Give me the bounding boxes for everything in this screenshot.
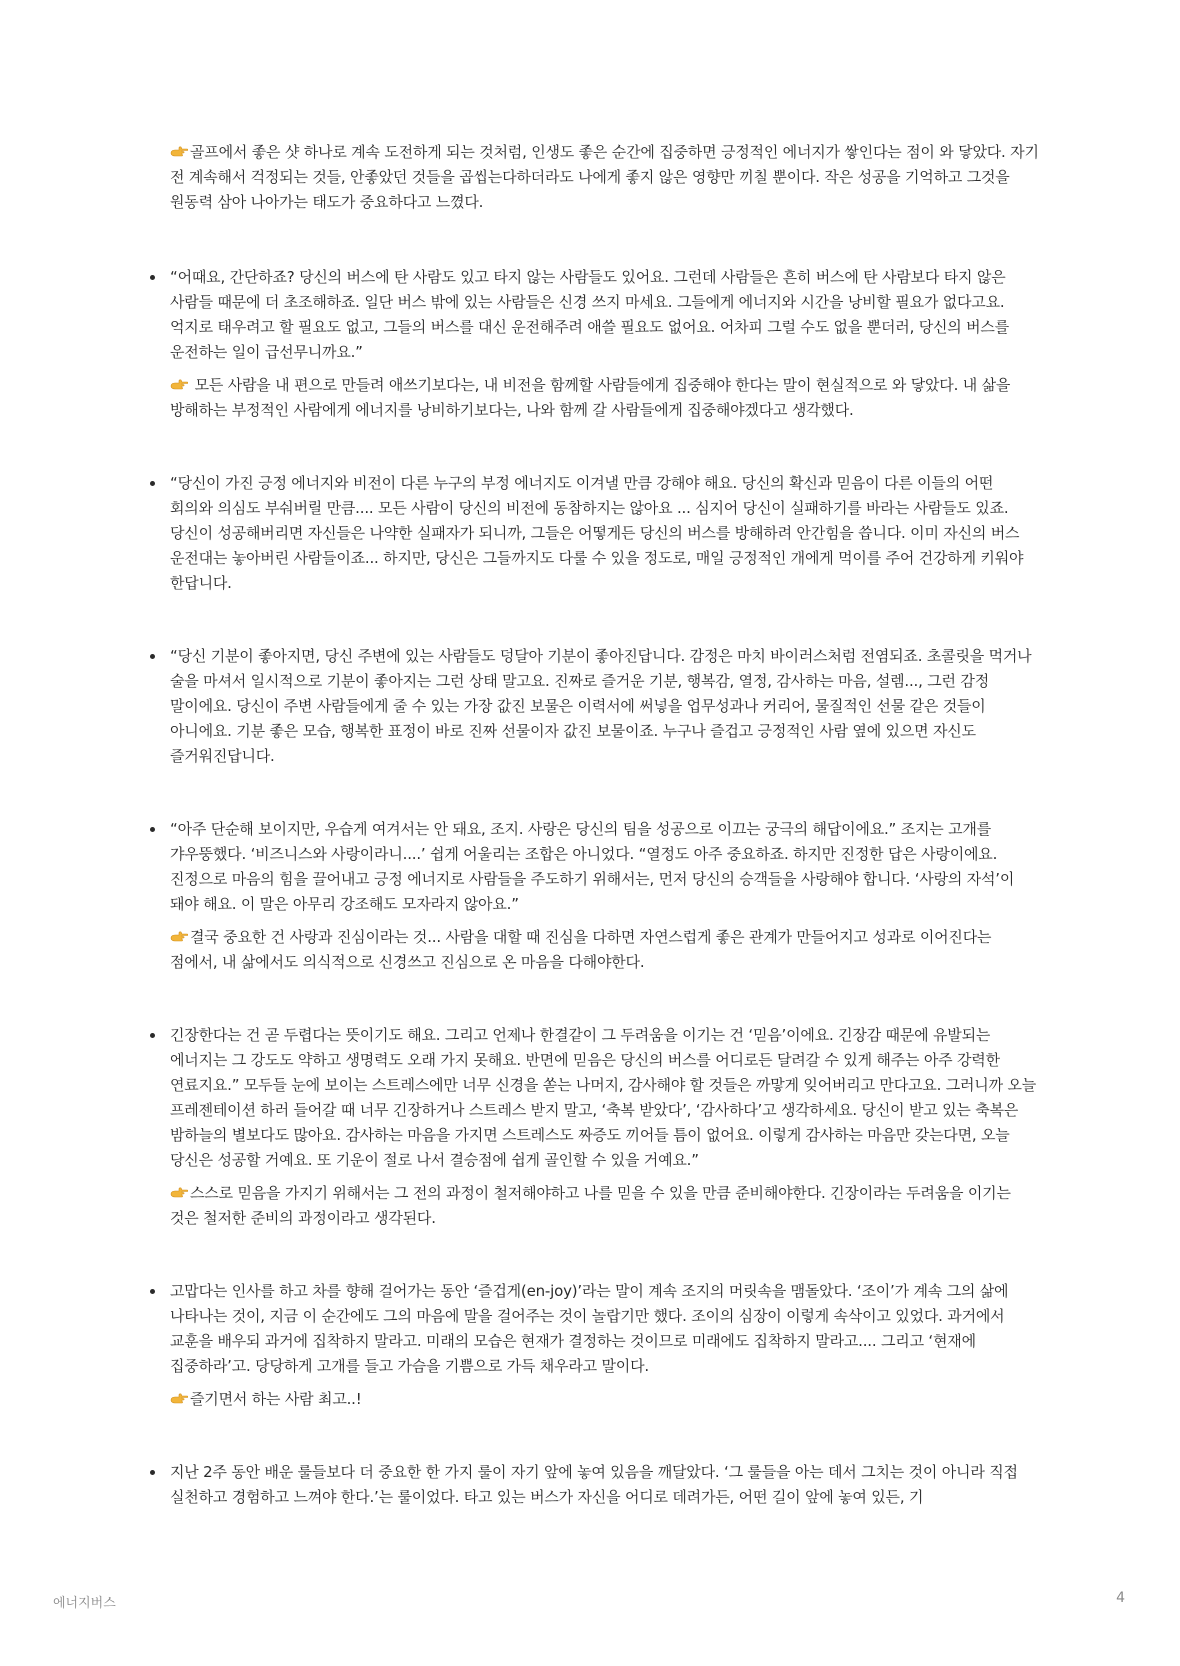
note-paragraph	[170, 925, 1040, 975]
list-item	[170, 644, 1040, 769]
document-body	[170, 140, 1040, 1558]
bullet-point	[150, 827, 155, 832]
note-paragraph	[170, 373, 1040, 423]
note-text: 즐기면서 하는 사람 최고..!	[190, 1390, 362, 1408]
quote-text: 지난 2주 동안 배운 룰들보다 더 중요한 한 가지 룰이 자기 앞에 놓여 있음을 깨달았다. ‘그 룰들을 아는 데서 그치는 것이 아니라 직접 실천하고 경험하고 느껴야 한다.’는 룰이었다. 타고 있는 버스가 자신을 어디로 데려가든, 어떤 길이 앞에 놓여 있든, 기	[170, 1463, 1018, 1506]
bullet-point	[150, 654, 155, 659]
bullet-point	[150, 1289, 155, 1294]
list-item	[170, 1023, 1040, 1231]
hand-pointing-right-icon	[170, 930, 188, 944]
list-item	[170, 1460, 1040, 1510]
bullet-point	[150, 275, 155, 280]
hand-pointing-right-icon	[170, 1186, 188, 1200]
hand-pointing-right-icon	[170, 145, 188, 159]
note-paragraph	[170, 1181, 1040, 1231]
note-text: 모든 사람을 내 편으로 만들려 애쓰기보다는, 내 비전을 함께할 사람들에게 집중해야 한다는 말이 현실적으로 와 닿았다. 내 삶을 방해하는 부정적인 사람에게 에너지를 낭비하기보다는, 나와 함께 갈 사람들에게 집중해야겠다고 생각했다.	[170, 376, 1011, 419]
list-item	[170, 265, 1040, 423]
quote-text: 긴장한다는 건 곧 두렵다는 뜻이기도 해요. 그리고 언제나 한결같이 그 두려움을 이기는 건 ‘믿음’이에요. 긴장감 때문에 유발되는 에너지는 그 강도도 약하고 생명력도 오래 가지 못해요. 반면에 믿음은 당신의 버스를 어디로든 달려갈 수 있게 해주는 아주 강력한 연료지요.” 모두들 눈에 보이는 스트레스에만 너무 신경을 쏟는 나머지, 감사해야 할 것들은 까맣게 잊어버리고 만다고요. 그러니까 오늘 프레젠테이션 하러 들어갈 때 너무 긴장하거나 스트레스 받지 말고, ‘축복 받았다’, ‘감사하다’고 생각하세요. 당신이 받고 있는 축복은 밤하늘의 별보다도 많아요. 감사하는 마음을 가지면 스트레스도 짜증도 끼어들 틈이 없어요. 이렇게 감사하는 마음만 갖는다면, 오늘 당신은 성공할 거예요. 또 기운이 절로 나서 결승점에 쉽게 골인할 수 있을 거예요.”	[170, 1026, 1037, 1169]
list-item	[170, 817, 1040, 975]
quote-text: “아주 단순해 보이지만, 우습게 여겨서는 안 돼요, 조지. 사랑은 당신의 팀을 성공으로 이끄는 궁극의 해답이에요.” 조지는 고개를 갸우뚱했다. ‘비즈니스와 사랑이라니....’ 쉽게 어울리는 조합은 아니었다. “열정도 아주 중요하죠. 하지만 진정한 답은 사랑이에요. 진정으로 마음의 힘을 끌어내고 긍정 에너지로 사람들을 주도하기 위해서는, 먼저 당신의 승객들을 사랑해야 합니다. ‘사랑의 자석’이 돼야 해요. 이 말은 아무리 강조해도 모자라지 않아요.”	[170, 820, 1015, 913]
footer-document-title: 에너지버스	[53, 1596, 116, 1611]
note-paragraph	[170, 140, 1040, 215]
quote-text: “당신 기분이 좋아지면, 당신 주변에 있는 사람들도 덩달아 기분이 좋아진답니다. 감정은 마치 바이러스처럼 전염되죠. 초콜릿을 먹거나 술을 마셔서 일시적으로 기분이 좋아지는 그런 상태 말고요. 진짜로 즐거운 기분, 행복감, 열정, 감사하는 마음, 설렘..., 그런 감정 말이에요. 당신이 주변 사람들에게 줄 수 있는 가장 값진 보물은 이력서에 써넣을 업무성과나 커리어, 물질적인 선물 같은 것들이 아니에요. 기분 좋은 모습, 행복한 표정이 바로 진짜 선물이자 값진 보물이죠. 누구나 즐겁고 긍정적인 사람 옆에 있으면 자신도 즐거워진답니다.	[170, 647, 1032, 765]
list-item	[170, 1279, 1040, 1412]
bullet-point	[150, 481, 155, 486]
hand-pointing-right-icon	[170, 1392, 188, 1406]
list-item	[170, 471, 1040, 596]
quote-text: “어때요, 간단하죠? 당신의 버스에 탄 사람도 있고 타지 않는 사람들도 있어요. 그런데 사람들은 흔히 버스에 탄 사람보다 타지 않은 사람들 때문에 더 초조해하죠. 일단 버스 밖에 있는 사람들은 신경 쓰지 마세요. 그들에게 에너지와 시간을 낭비할 필요가 없다고요. 억지로 태우려고 할 필요도 없고, 그들의 버스를 대신 운전해주려 애쓸 필요도 없어요. 어차피 그럴 수도 없을 뿐더러, 당신의 버스를 운전하는 일이 급선무니까요.”	[170, 268, 1010, 361]
note-text: 결국 중요한 건 사랑과 진심이라는 것... 사람을 대할 때 진심을 다하면 자연스럽게 좋은 관계가 만들어지고 성과로 이어진다는 점에서, 내 삶에서도 의식적으로 신경쓰고 진심으로 온 마음을 다해야한다.	[170, 928, 992, 971]
hand-pointing-right-icon	[170, 378, 188, 392]
quote-text: 고맙다는 인사를 하고 차를 향해 걸어가는 동안 ‘즐겁게(en-joy)’라는 말이 계속 조지의 머릿속을 맴돌았다. ‘조이’가 계속 그의 삶에 나타나는 것이, 지금 이 순간에도 그의 마음에 말을 걸어주는 것이 놀랍기만 했다. 조이의 심장이 이렇게 속삭이고 있었다. 과거에서 교훈을 배우되 과거에 집착하지 말라고. 미래의 모습은 현재가 결정하는 것이므로 미래에도 집착하지 말라고.... 그리고 ‘현재에 집중하라’고. 당당하게 고개를 들고 가슴을 기쁨으로 가득 채우라고 말이다.	[170, 1282, 1009, 1375]
note-text: 스스로 믿음을 가지기 위해서는 그 전의 과정이 철저해야하고 나를 믿을 수 있을 만큼 준비해야한다. 긴장이라는 두려움을 이기는 것은 철저한 준비의 과정이라고 생각된다.	[170, 1184, 1011, 1227]
footer-page-number: 4	[1116, 1590, 1125, 1606]
note-text: 골프에서 좋은 샷 하나로 계속 도전하게 되는 것처럼, 인생도 좋은 순간에 집중하면 긍정적인 에너지가 쌓인다는 점이 와 닿았다. 자기 전 계속해서 걱정되는 것들, 안좋았던 것들을 곱씹는다하더라도 나에게 좋지 않은 영향만 끼칠 뿐이다. 작은 성공을 기억하고 그것을 원동력 삼아 나아가는 태도가 중요하다고 느꼈다.	[170, 143, 1039, 211]
bullet-point	[150, 1470, 155, 1475]
note-paragraph	[170, 1387, 1040, 1412]
bullet-point	[150, 1033, 155, 1038]
quote-text: “당신이 가진 긍정 에너지와 비전이 다른 누구의 부정 에너지도 이겨낼 만큼 강해야 해요. 당신의 확신과 믿음이 다른 이들의 어떤 회의와 의심도 부숴버릴 만큼.... 모든 사람이 당신의 비전에 동참하지는 않아요 ... 심지어 당신이 실패하기를 바라는 사람들도 있죠. 당신이 성공해버리면 자신들은 나약한 실패자가 되니까, 그들은 어떻게든 당신의 버스를 방해하려 안간힘을 씁니다. 이미 자신의 버스 운전대는 놓아버린 사람들이죠... 하지만, 당신은 그들까지도 다룰 수 있을 정도로, 매일 긍정적인 개에게 먹이를 주어 건강하게 키워야 한답니다.	[170, 474, 1024, 592]
